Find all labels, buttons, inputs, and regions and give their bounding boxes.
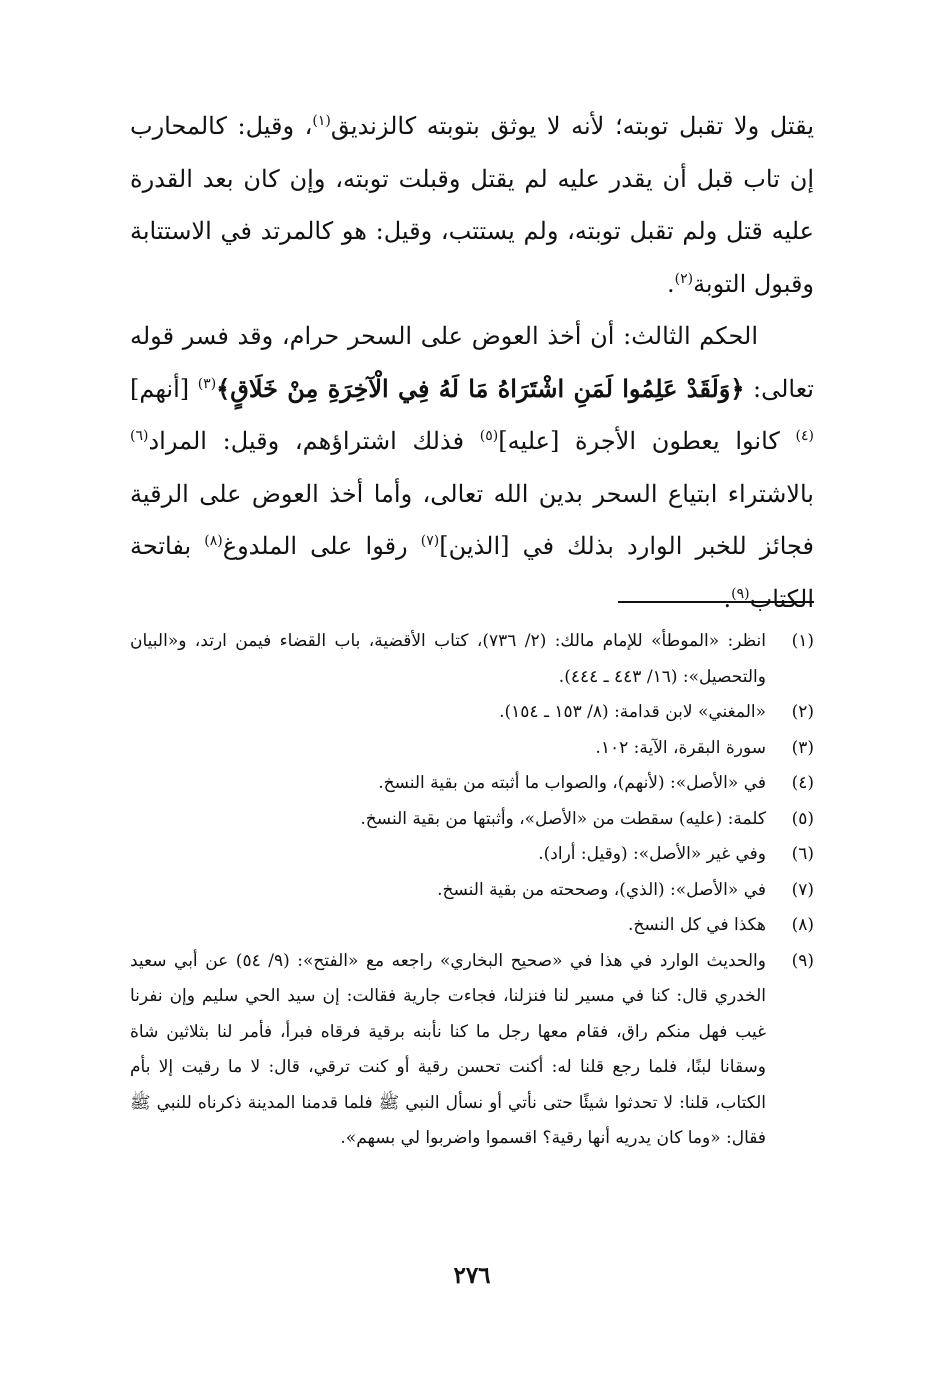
footnote-3 — [130, 731, 814, 767]
footnote-number: (٢) — [791, 702, 814, 722]
footnote-number: (١) — [791, 631, 814, 651]
footnote-ref-8: (٨) — [204, 533, 223, 549]
footnote-number: (٩) — [791, 950, 814, 971]
footnote-4 — [130, 766, 814, 802]
paragraph-1 — [130, 100, 814, 310]
footnote-number: (٣) — [791, 737, 814, 758]
footnote-number: (٨) — [791, 915, 814, 935]
footnote-number: (٥) — [791, 808, 814, 829]
footnote-8 — [130, 908, 814, 944]
footnote-text: وفي غير «الأصل»: (وقيل: أراد). — [538, 844, 766, 864]
footnote-ref-2: (٢) — [674, 270, 694, 287]
text-run: الحكم الثالث: أن أخذ العوض على السحر حرام، وقد فسر قوله تعالى: — [130, 322, 814, 403]
footnote-text: انظر: «الموطأ» للإمام مالك: (٢/ ٧٣٦)، كتاب الأقضية، باب القضاء فيمن ارتد، و«البيان والتحصيل»: (١٦/ ٤٤٣ ـ ٤٤٤). — [130, 631, 766, 687]
footnote-text: «المغني» لابن قدامة: (٨/ ١٥٣ ـ ١٥٤). — [499, 702, 766, 722]
text-run: [أنهم] — [130, 374, 198, 403]
footnote-ref-9: (٩) — [731, 585, 750, 602]
footnote-9 — [130, 944, 814, 1157]
footnote-number: (٤) — [791, 773, 814, 793]
footnote-number: (٦) — [791, 844, 814, 864]
text-run: ، وقيل: كالمحارب إن تاب قبل أن يقدر عليه لم يقتل وقبلت توبته، وإن كان بعد القدرة عليه قتل ولم تقبل توبته، ولم يستتب، وقيل: هو كالمرتد في الاستتابة وقبول التوبة — [130, 112, 814, 298]
footnotes — [130, 624, 814, 1157]
footnote-5 — [130, 802, 814, 838]
text-run: . — [666, 269, 675, 298]
footnote-number: (٧) — [791, 879, 814, 900]
text-run: رقوا على الملدوغ — [222, 532, 421, 560]
footnote-ref-1: (١) — [312, 113, 331, 129]
text-run: بالاشتراء ابتياع السحر بدين الله تعالى، وأما أخذ العوض على الرقية فجائز للخبر الوارد بذلك في [الذين] — [130, 479, 815, 560]
footnote-text: كلمة: (عليه) سقطت من «الأصل»، وأثبتها من بقية النسخ. — [360, 808, 766, 829]
footnote-7 — [130, 873, 814, 909]
footnote-ref-3: (٣) — [197, 375, 217, 392]
footnote-ref-7: (٧) — [420, 533, 440, 549]
footnote-text: والحديث الوارد في هذا في «صحيح البخاري» راجعه مع «الفتح»: (٩/ ٥٤) عن أبي سعيد الخدري قال: كنا في مسير لنا فنزلنا، فجاءت جارية فقالت: إن سيد الحي سليم وإن نفرنا غيب فهل منكم راق، فقام معها رجل ما كنا نأبنه برقية فرقاه فبرأ، فأمر لنا بثلاثين شاة وسقانا لبنًا، فلما رجع قلنا له: أكنت تحسن رقية أو كنت ترقي، قال: لا ما رقيت إلا بأم الكتاب، قلنا: لا تحدثوا شيئًا حتى نأتي أو نسأل النبي ﷺ فلما قدمنا المدينة ذكرناه للنبي ﷺ فقال: «وما كان يدريه أنها رقية؟ اقسموا واضربوا لي بسهم». — [130, 950, 766, 1148]
footnote-2 — [130, 695, 814, 731]
text-run: يقتل ولا تقبل توبته؛ لأنه لا يوثق بتوبته كالزنديق — [330, 112, 814, 140]
footnote-ref-4: (٤) — [795, 428, 814, 444]
paragraph-2 — [130, 310, 814, 625]
footnote-text: هكذا في كل النسخ. — [627, 915, 766, 935]
quran-verse: ﴿وَلَقَدْ عَلِمُوا لَمَنِ اشْتَرَاهُ مَا لَهُ فِي الْآخِرَةِ مِنْ خَلَاقٍ﴾ — [216, 373, 745, 403]
text-run: كانوا يعطون الأجرة [عليه] — [498, 427, 796, 455]
page-number: ٢٧٦ — [453, 1262, 491, 1289]
footnote-ref-5: (٥) — [479, 428, 499, 444]
text-run: . — [723, 584, 732, 613]
footnote-text: في «الأصل»: (الذي)، وصححته من بقية النسخ. — [437, 879, 766, 900]
footnote-1 — [130, 624, 814, 695]
footnote-text: سورة البقرة، الآية: ١٠٢. — [595, 737, 766, 758]
main-text — [130, 100, 814, 625]
text-run: بفاتحة الكتاب — [130, 532, 814, 613]
footnote-6 — [130, 837, 814, 873]
text-run: فذلك اشتراؤهم، وقيل: المراد — [148, 427, 480, 455]
footnote-ref-6: (٦) — [130, 428, 149, 444]
footnote-text: في «الأصل»: (لأنهم)، والصواب ما أثبته من بقية النسخ. — [378, 773, 766, 793]
footnote-separator — [618, 601, 814, 603]
